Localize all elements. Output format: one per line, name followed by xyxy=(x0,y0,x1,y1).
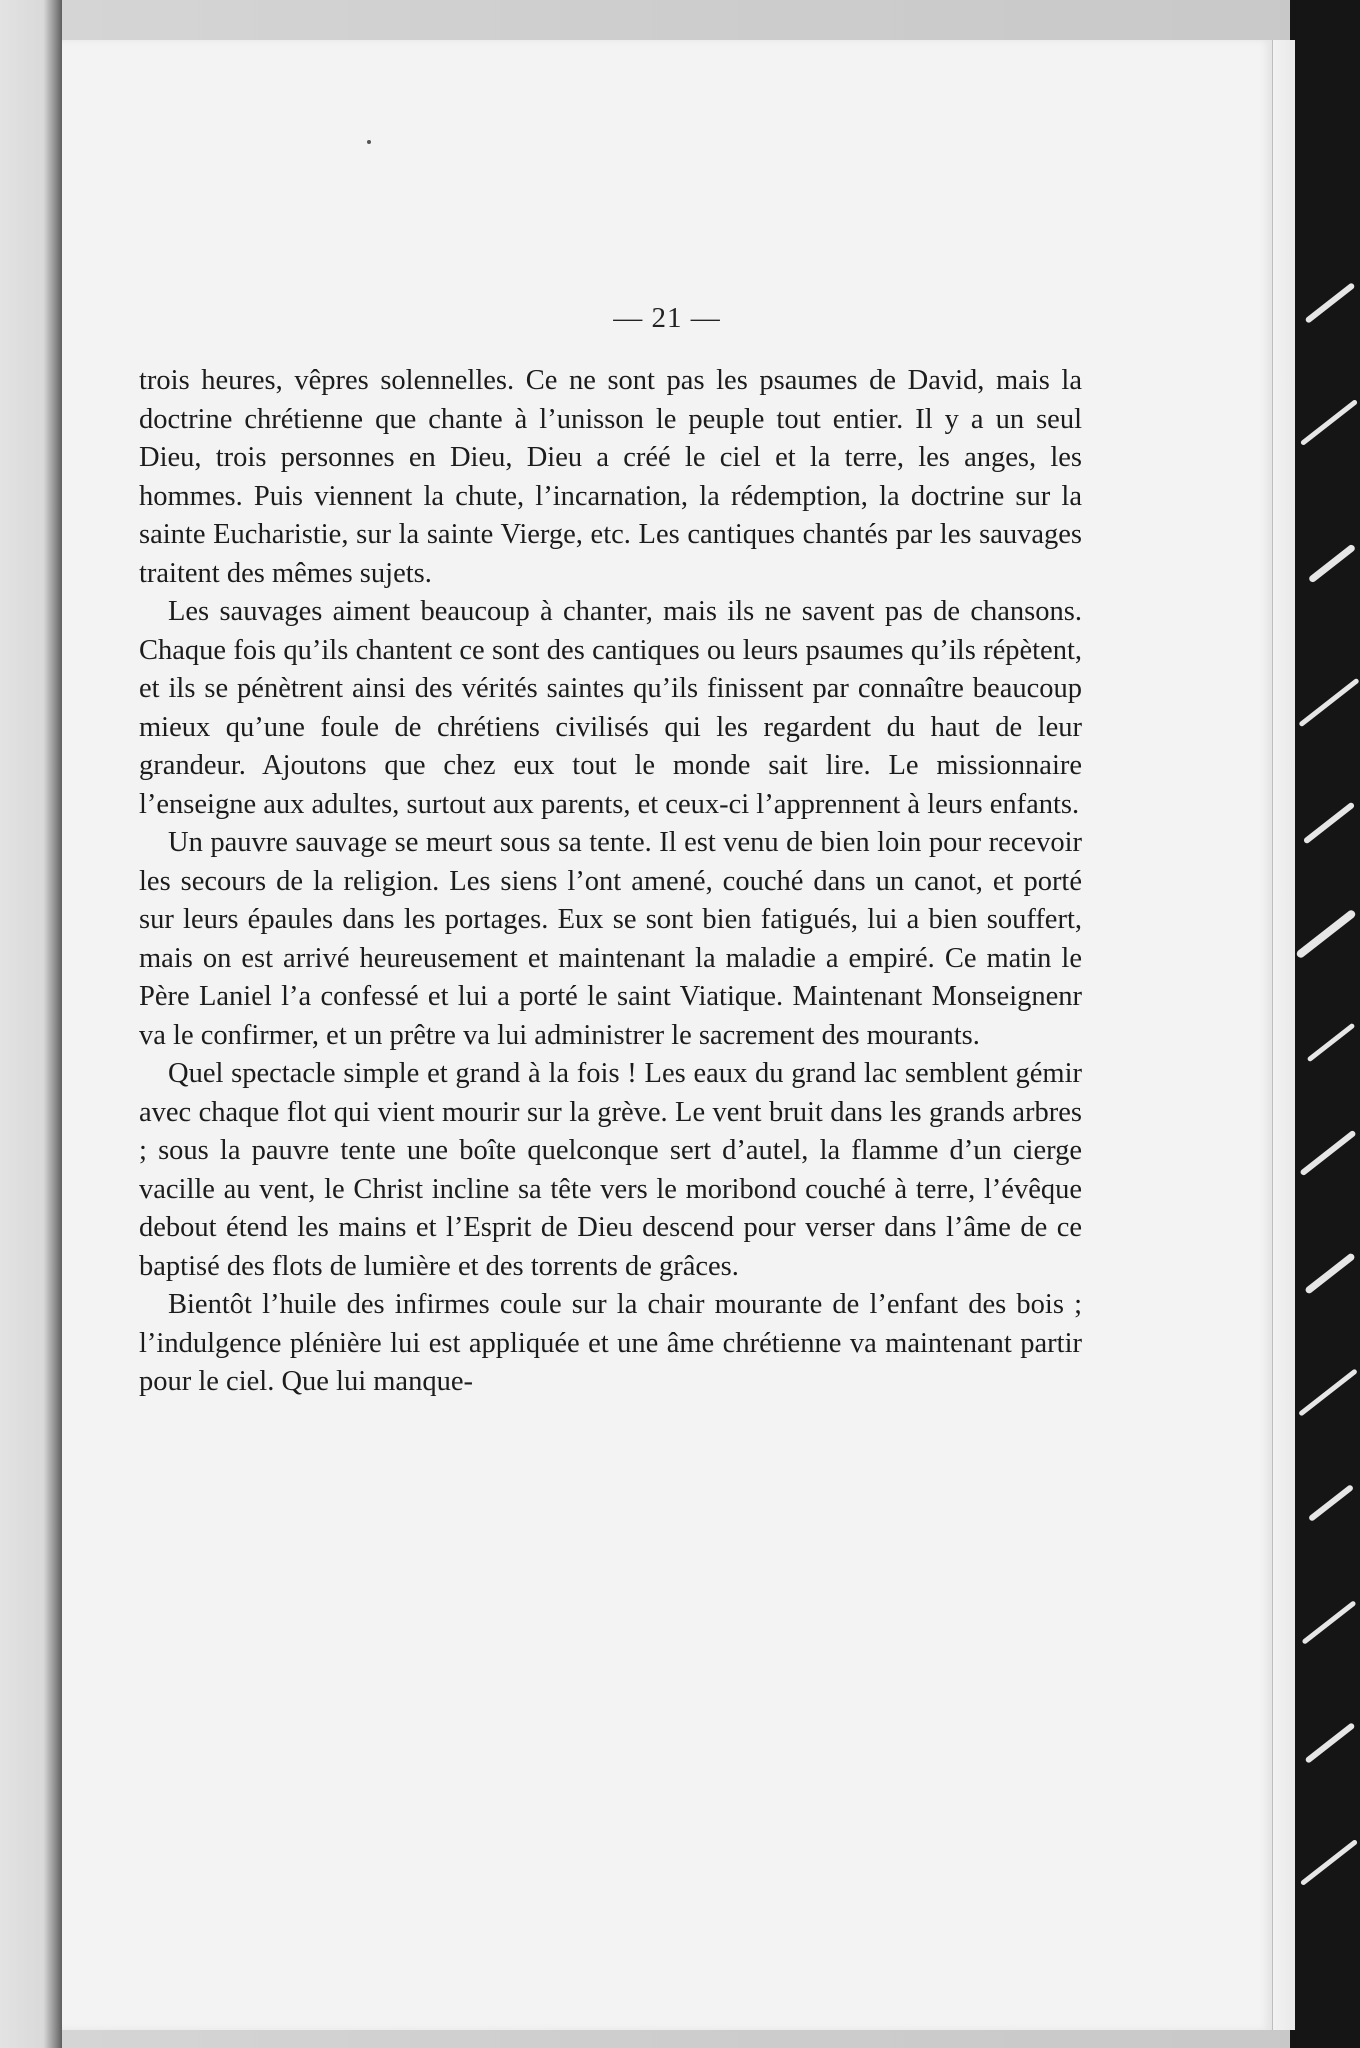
paper-speck xyxy=(367,140,371,144)
book-page xyxy=(62,40,1272,2030)
book-spine-edge xyxy=(0,0,62,2048)
body-text xyxy=(139,362,1082,1402)
book-cover-edge xyxy=(1272,40,1295,2030)
paragraph-3: Un pauvre sauvage se meurt sous sa tente. Il est venu de bien loin pour recevoir les secours de la religion. Les siens l’ont amené, couché dans un canot, et porté sur leurs épaules dans les portages. Eux se sont bien fatigués, lui a bien souffert, mais on est arrivé heureusement et maintenant la maladie a empiré. Ce matin le Père Laniel l’a confessé et lui a porté le saint Viatique. Maintenant Monseignenr va le confirmer, et un prêtre va lui administrer le sacrement des mourants. xyxy=(139,827,1082,1051)
paragraph-5: Bientôt l’huile des infirmes coule sur la chair mourante de l’enfant des bois ; l’indulgence plénière lui est appliquée et une âme chrétienne va maintenant partir pour le ciel. Que lui manque- xyxy=(139,1289,1082,1397)
page-number: — 21 — xyxy=(613,302,721,334)
dark-background-right xyxy=(1290,0,1360,2048)
paragraph-4: Quel spectacle simple et grand à la fois ! Les eaux du grand lac semblent gémir avec chaque flot qui vient mourir sur la grève. Le vent bruit dans les grands arbres ; sous la pauvre tente une boîte quelconque sert d’autel, la flamme d’un cierge vacille au vent, le Christ incline sa tête vers le moribond couché à terre, l’évêque debout étend les mains et l’Esprit de Dieu descend pour verser dans l’âme de ce baptisé des flots de lumière et des torrents de grâces. xyxy=(139,1058,1082,1282)
paragraph-1: trois heures, vêpres solennelles. Ce ne sont pas les psaumes de David, mais la doctrine chrétienne que chante à l’unisson le peuple tout entier. Il y a un seul Dieu, trois personnes en Dieu, Dieu a créé le ciel et la terre, les anges, les hommes. Puis viennent la chute, l’incarnation, la rédemption, la doctrine sur la sainte Eucharistie, sur la sainte Vierge, etc. Les cantiques chantés par les sauvages traitent des mêmes sujets. xyxy=(139,365,1082,589)
paragraph-2: Les sauvages aiment beaucoup à chanter, mais ils ne savent pas de chansons. Chaque fois qu’ils chantent ce sont des cantiques ou leurs psaumes qu’ils répètent, et ils se pénètrent ainsi des vérités saintes qu’ils finissent par connaître beaucoup mieux qu’une foule de chrétiens civilisés qui les regardent du haut de leur grandeur. Ajoutons que chez eux tout le monde sait lire. Le missionnaire l’enseigne aux adultes, surtout aux parents, et ceux-ci l’apprennent à leurs enfants. xyxy=(139,596,1082,820)
